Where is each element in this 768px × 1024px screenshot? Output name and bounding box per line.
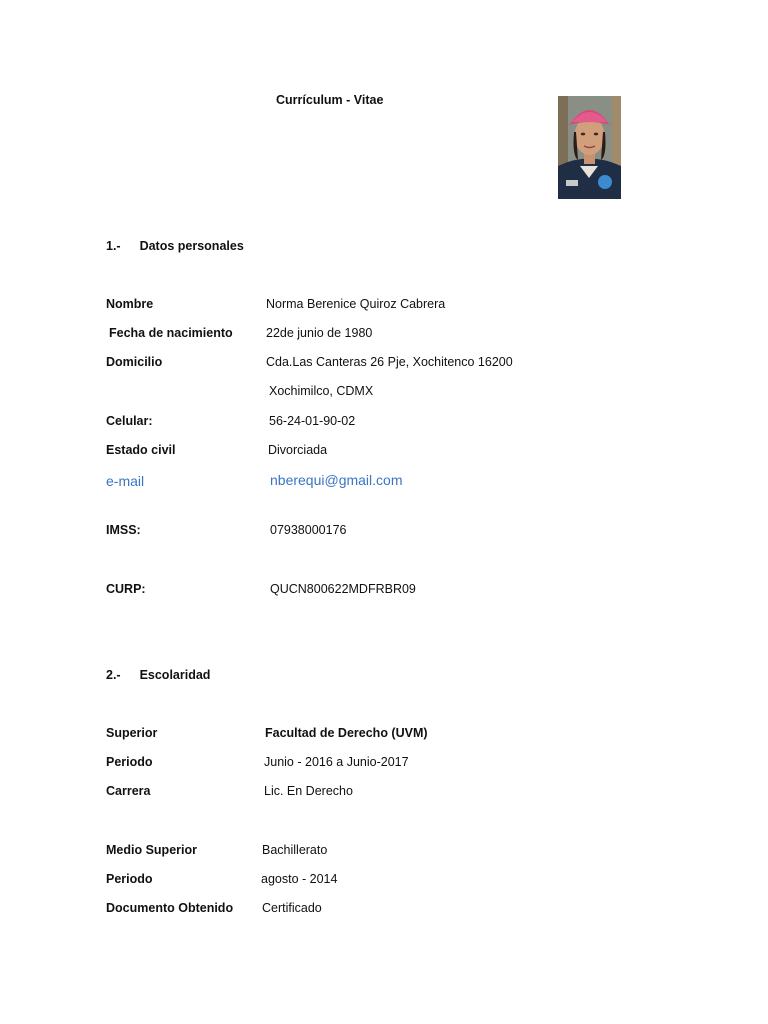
value-fecha-nacimiento: 22de junio de 1980 — [266, 326, 373, 340]
section-number: 1.- — [106, 239, 121, 253]
label-nombre: Nombre — [106, 297, 154, 311]
label-documento-obtenido: Documento Obtenido — [106, 901, 234, 915]
label-email: e-mail — [106, 473, 145, 489]
value-nombre: Norma Berenice Quiroz Cabrera — [266, 297, 446, 311]
value-carrera: Lic. En Derecho — [264, 784, 353, 798]
profile-photo — [558, 96, 621, 199]
label-periodo-medio: Periodo — [106, 872, 153, 886]
value-periodo-superior: Junio - 2016 a Junio-2017 — [264, 755, 409, 769]
value-superior: Facultad de Derecho (UVM) — [265, 726, 428, 740]
email-link[interactable]: nberequi@gmail.com — [270, 472, 403, 488]
label-estado-civil: Estado civil — [106, 443, 176, 457]
value-domicilio: Cda.Las Canteras 26 Pje, Xochitenco 16200 — [266, 355, 513, 369]
value-medio-superior: Bachillerato — [262, 843, 328, 857]
label-carrera: Carrera — [106, 784, 151, 798]
page-title: Currículum - Vitae — [276, 93, 384, 107]
section-heading-education — [106, 667, 210, 683]
section-title: Datos personales — [139, 239, 244, 253]
value-estado-civil: Divorciada — [268, 443, 328, 457]
label-curp: CURP: — [106, 582, 146, 596]
label-periodo-superior: Periodo — [106, 755, 153, 769]
value-domicilio-ciudad: Xochimilco, CDMX — [269, 384, 374, 398]
section-title: Escolaridad — [139, 668, 211, 682]
value-celular: 56-24-01-90-02 — [269, 414, 356, 428]
value-curp: QUCN800622MDFRBR09 — [270, 582, 416, 596]
label-medio-superior: Medio Superior — [106, 843, 197, 857]
label-imss: IMSS: — [106, 523, 141, 537]
label-superior: Superior — [106, 726, 158, 740]
label-domicilio: Domicilio — [106, 355, 163, 369]
value-documento-obtenido: Certificado — [262, 901, 322, 915]
section-heading-personal — [106, 238, 244, 254]
label-fecha-nacimiento: Fecha de nacimiento — [109, 326, 233, 340]
value-periodo-medio: agosto - 2014 — [261, 872, 338, 886]
section-number: 2.- — [106, 668, 121, 682]
value-imss: 07938000176 — [270, 523, 347, 537]
person-photo-icon — [558, 96, 621, 199]
label-celular: Celular: — [106, 414, 153, 428]
